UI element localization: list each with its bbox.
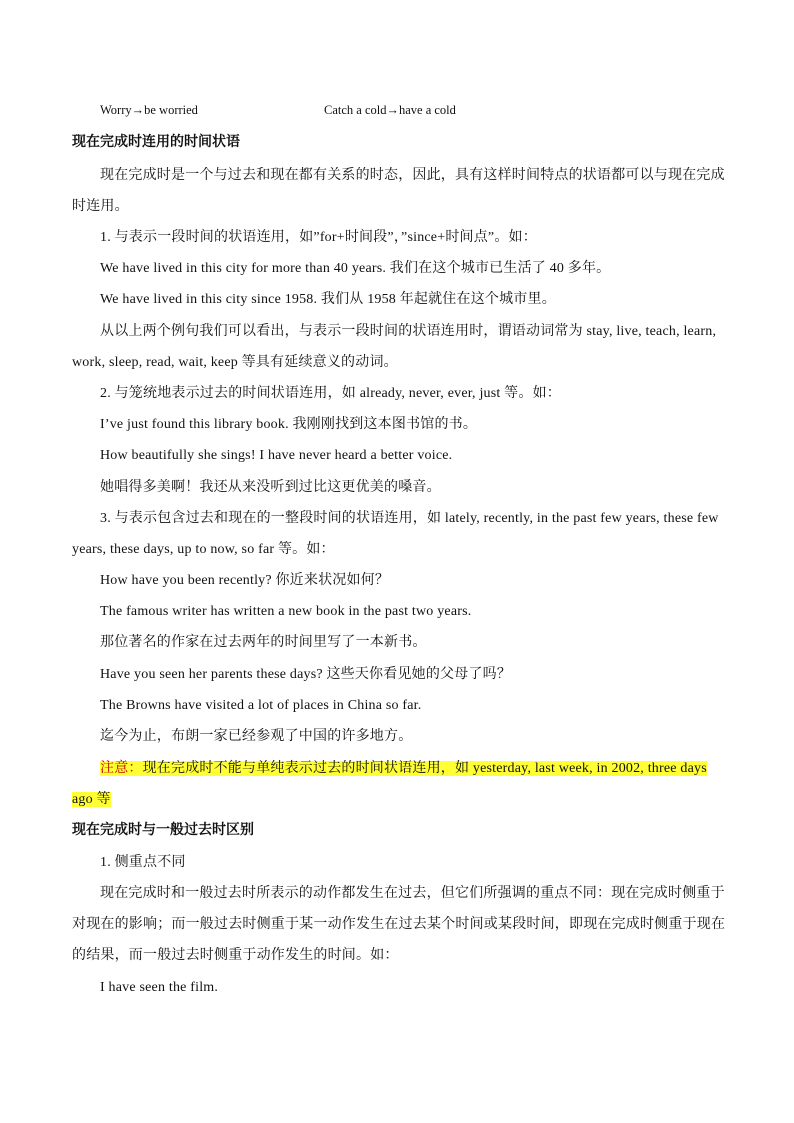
example-sentence-2: We have lived in this city since 1958. 我们从 1958 年起就住在这个城市里。 [100, 292, 556, 307]
example-sentence-3: I’ve just found this library book. 我刚刚找到这本图书馆的书。 [100, 417, 478, 432]
intro-paragraph-line1: 现在完成时是一个与过去和现在都有关系的时态，因此，具有这样时间特点的状语都可以与现在完成 [100, 168, 725, 183]
example-sentence-1: We have lived in this city for more than 40 years. 我们在这个城市已生活了 40 多年。 [100, 261, 611, 276]
warning-note-line2 [72, 790, 724, 810]
note-paragraph-line1: 从以上两个例句我们可以看出，与表示一段时间的状语连用时，谓语动词常为 stay, live, teach, learn, [100, 324, 717, 339]
example-sentence-7: Have you seen her parents these days? 这些天你看见她的父母了吗？ [100, 667, 512, 682]
example-sentence-film: I have seen the film. [100, 980, 219, 995]
word-pair-left: Worry→be worried [100, 103, 198, 117]
warning-text: 现在完成时不能与单纯表示过去的时间状语连用，如 yesterday, last week, in 2002, three days [142, 761, 707, 776]
note-paragraph-line2: work, sleep, read, wait, keep 等具有延续意义的动词。 [72, 355, 398, 370]
list-item-3-line2: years, these days, up to now, so far 等。如： [72, 542, 335, 557]
list-item-2: 2. 与笼统地表示过去的时间状语连用，如 already, never, ever, just 等。如： [100, 386, 561, 401]
list-item-focus: 1. 侧重点不同 [100, 855, 186, 870]
list-item-3-line1: 3. 与表示包含过去和现在的一整段时间的状语连用，如 lately, recently, in the past few years, these few [100, 511, 719, 526]
comparison-paragraph-line1: 现在完成时和一般过去时所表示的动作都发生在过去，但它们所强调的重点不同：现在完成时侧重于 [100, 886, 725, 901]
example-sentence-8: The Browns have visited a lot of places in China so far. [100, 698, 422, 713]
intro-paragraph-line2: 时连用。 [72, 199, 129, 214]
example-sentence-6: The famous writer has written a new book in the past two years. [100, 604, 472, 619]
example-sentence-4: How beautifully she sings! I have never heard a better voice. [100, 448, 453, 463]
example-sentence-4-translation: 她唱得多美啊！我还从来没听到过比这更优美的嗓音。 [100, 480, 441, 495]
example-sentence-5: How have you been recently? 你近来状况如何？ [100, 573, 390, 588]
warning-text-continued: ago 等 [72, 792, 111, 807]
example-sentence-8-translation: 迄今为止，布朗一家已经参观了中国的许多地方。 [100, 729, 413, 744]
comparison-paragraph-line2: 对现在的影响；而一般过去时侧重于某一动作发生在过去某个时间或某段时间，即现在完成时侧重于现在 [72, 917, 726, 932]
example-sentence-6-translation: 那位著名的作家在过去两年的时间里写了一本新书。 [100, 635, 427, 650]
warning-label: 注意： [100, 761, 143, 776]
section-heading-difference: 现在完成时与一般过去时区别 [72, 823, 254, 838]
section-heading-time-adverbials: 现在完成时连用的时间状语 [72, 135, 240, 150]
word-pair-right: Catch a cold→have a cold [324, 103, 456, 117]
list-item-1: 1. 与表示一段时间的状语连用，如”for+时间段”，”since+时间点”。如： [100, 230, 537, 245]
comparison-paragraph-line3: 的结果，而一般过去时侧重于动作发生的时间。如： [72, 948, 399, 963]
warning-note-line1 [100, 759, 724, 779]
